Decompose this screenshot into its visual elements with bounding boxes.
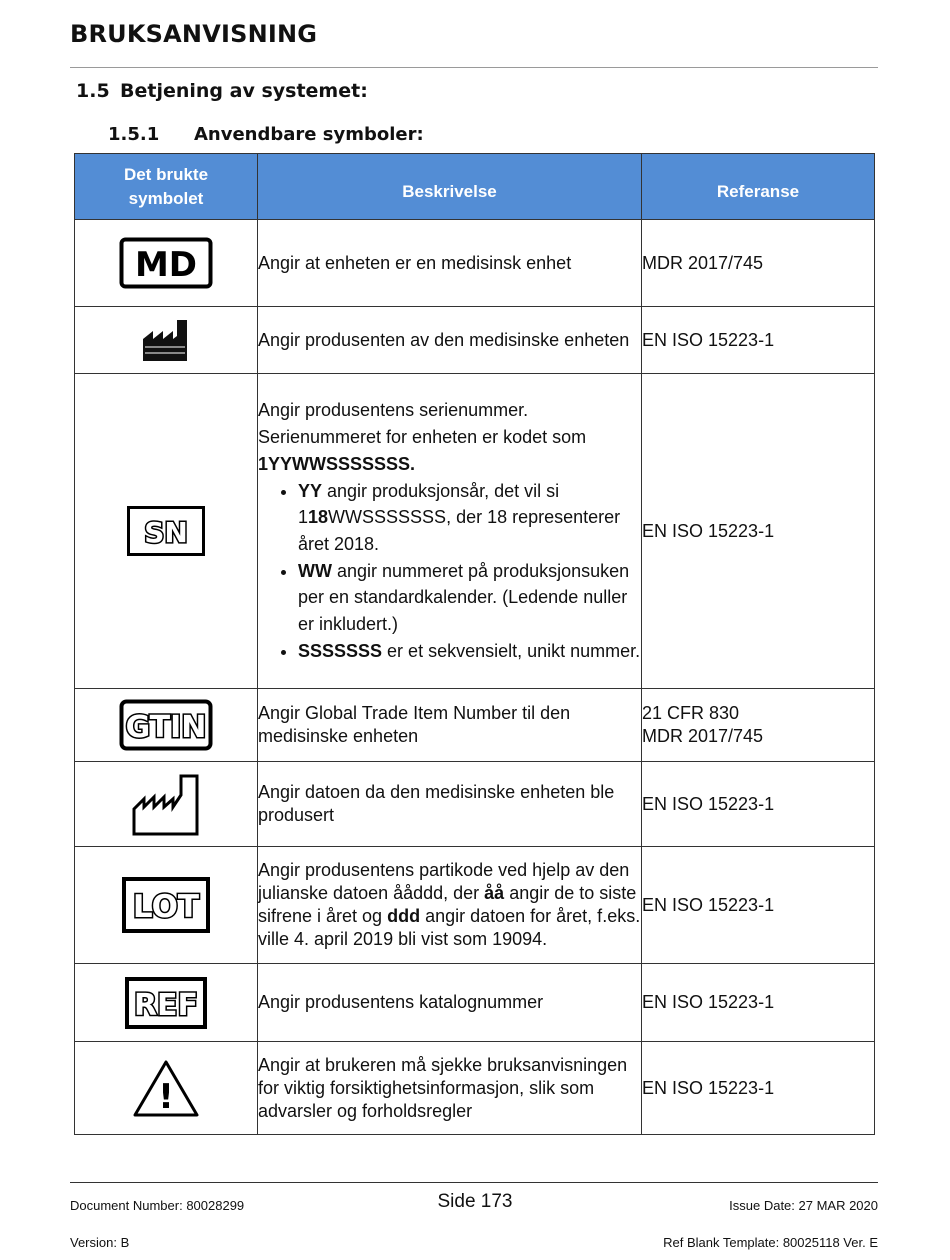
row-reference: MDR 2017/745 [642,220,875,307]
serial-intro: Angir produsentens serienummer. Serienummeret for enheten er kodet som [258,400,587,448]
list-item: • WW angir nummeret på produksjonsuken per en standardkalender. (Ledende nuller er inkludert.) [298,558,641,638]
footer-issue-date: Issue Date: 27 MAR 2020 [729,1198,878,1213]
svg-text:MD: MD [134,245,198,285]
row-description: Angir produsenten av den medisinske enheten [258,307,642,374]
subsection-number: 1.5.1 [108,124,160,145]
row-description: Angir at enheten er en medisinsk enhet [258,220,642,307]
footer-version: Version: B [70,1235,130,1250]
serial-bullet-list [258,478,641,665]
row-reference: EN ISO 15223-1 [642,374,875,689]
row-reference: EN ISO 15223-1 [642,307,875,374]
svg-text:!: ! [158,1077,174,1117]
row-reference: EN ISO 15223-1 [642,847,875,964]
row-description [258,374,642,689]
row-reference: EN ISO 15223-1 [642,1042,875,1135]
row-description: Angir produsentens katalognummer [258,964,642,1042]
footer-document-number: Document Number: 80028299 [70,1198,245,1213]
table-row [75,374,875,689]
section-title: Betjening av systemet: [120,80,368,102]
column-header-symbol: Det brukte symbolet [75,154,258,220]
list-item: • SSSSSSS er et sekvensielt, unikt nummer. [298,638,641,665]
manufacturer-factory-icon [141,317,191,363]
row-description: Angir datoen da den medisinske enheten ble produsert [258,762,642,847]
row-description: Angir at brukeren må sjekke bruksanvisningen for viktig forsiktighetsinformasjon, slik som advarsler og forholdsregler [258,1042,642,1135]
md-symbol-icon [119,237,213,289]
footer-divider [70,1182,878,1183]
row-reference: 21 CFR 830 MDR 2017/745 [642,689,875,762]
svg-text:GTIN: GTIN [125,710,207,745]
row-description: Angir produsentens partikode ved hjelp av den julianske datoen ååddd, der åå angir de to siste sifrene i året og ddd angir datoen for året, f.eks. ville 4. april 2019 bli vist som 19094. [258,847,642,964]
column-header-description: Beskrivelse [258,154,642,220]
column-header-reference: Referanse [642,154,875,220]
row-reference: EN ISO 15223-1 [642,762,875,847]
row-description: Angir Global Trade Item Number til den medisinske enheten [258,689,642,762]
svg-text:LOT: LOT [132,889,200,925]
page-header-title: BRUKSANVISNING [70,20,318,48]
table-row [75,964,875,1042]
table-row [75,689,875,762]
table-header-row [75,154,875,220]
table-row [75,762,875,847]
gtin-symbol-icon [119,699,213,751]
svg-text:SN: SN [144,516,188,549]
subsection-title: Anvendbare symboler: [194,124,424,145]
date-of-manufacture-icon [131,771,201,837]
list-item: • YY angir produksjonsår, det vil si 118WWSSSSSSS, der 18 representerer året 2018. [298,478,641,558]
subsection-heading [108,124,424,145]
serial-code: 1YYWWSSSSSSS. [258,453,416,474]
row-reference: EN ISO 15223-1 [642,964,875,1042]
section-number: 1.5 [76,80,110,102]
table-row [75,847,875,964]
caution-warning-icon [132,1058,200,1118]
table-row [75,307,875,374]
serial-number-symbol-icon [127,506,205,556]
table-row [75,1042,875,1135]
lot-symbol-icon [122,877,210,933]
footer-page-number: Side 173 [437,1191,513,1212]
ref-symbol-icon [125,977,207,1029]
symbols-table [74,153,875,1135]
section-heading [76,80,368,102]
svg-text:REF: REF [133,987,199,1023]
footer-template: Ref Blank Template: 80025118 Ver. E [663,1235,878,1250]
table-row [75,220,875,307]
header-divider [70,67,878,68]
